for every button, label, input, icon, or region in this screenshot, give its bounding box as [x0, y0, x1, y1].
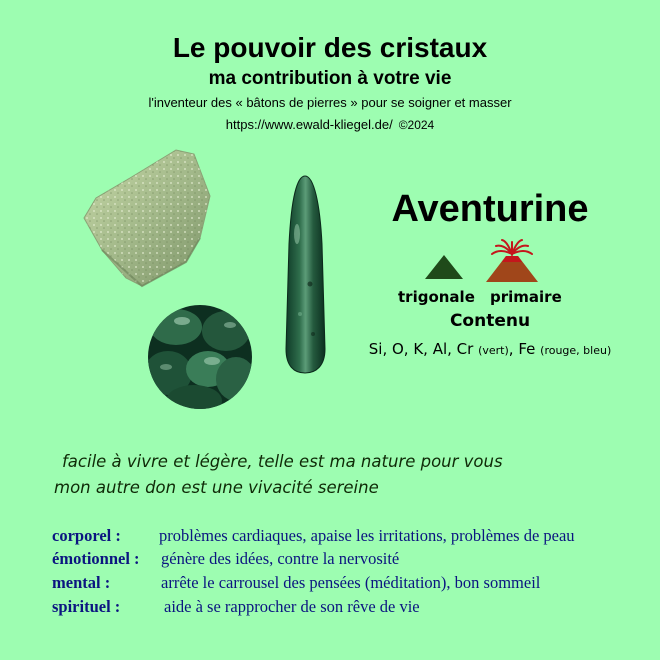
- copyright: ©2024: [398, 118, 435, 132]
- property-value: génère des idées, contre la nervosité: [161, 549, 400, 568]
- website-link[interactable]: https://www.ewald-kliegel.de/: [225, 117, 393, 132]
- elements-list: Si, O, K, Al, Cr: [368, 340, 474, 358]
- raw-stone-image: [78, 146, 218, 292]
- green-triangle-icon: [424, 254, 464, 280]
- page-subtitle: ma contribution à votre vie: [208, 68, 452, 89]
- tagline: l'inventeur des « bâtons de pierres » pour se soigner et masser: [148, 95, 512, 110]
- property-key: spirituel :: [52, 597, 121, 616]
- chemical-content: Si, O, K, Al, Cr (vert), Fe (rouge, bleu): [368, 340, 612, 358]
- tumbled-stones-image: [146, 303, 254, 411]
- massage-wand-image: [280, 174, 330, 376]
- property-value: problèmes cardiaques, apaise les irritations, problèmes de peau: [159, 526, 575, 545]
- page-title: Le pouvoir des cristaux: [172, 32, 488, 63]
- volcano-icon: [480, 238, 544, 284]
- content-label: Contenu: [449, 311, 531, 331]
- origin-label: primaire: [490, 288, 562, 306]
- property-key: émotionnel :: [52, 549, 140, 568]
- fe-note: (rouge, bleu): [540, 344, 612, 357]
- quote-line-1: facile à vivre et légère, telle est ma nature pour vous: [62, 452, 503, 471]
- quote-line-2: mon autre don est une vivacité sereine: [54, 478, 379, 497]
- property-value: arrête le carrousel des pensées (méditation), bon sommeil: [161, 573, 541, 592]
- property-key: mental :: [52, 573, 111, 592]
- fe-element: Fe: [518, 340, 536, 358]
- url-line: [0, 117, 660, 132]
- stone-name: Aventurine: [391, 188, 589, 230]
- property-key: corporel :: [52, 526, 121, 545]
- cr-note: (vert): [478, 344, 509, 357]
- crystal-system-label: trigonale: [398, 288, 475, 306]
- property-value: aide à se rapprocher de son rêve de vie: [164, 597, 420, 616]
